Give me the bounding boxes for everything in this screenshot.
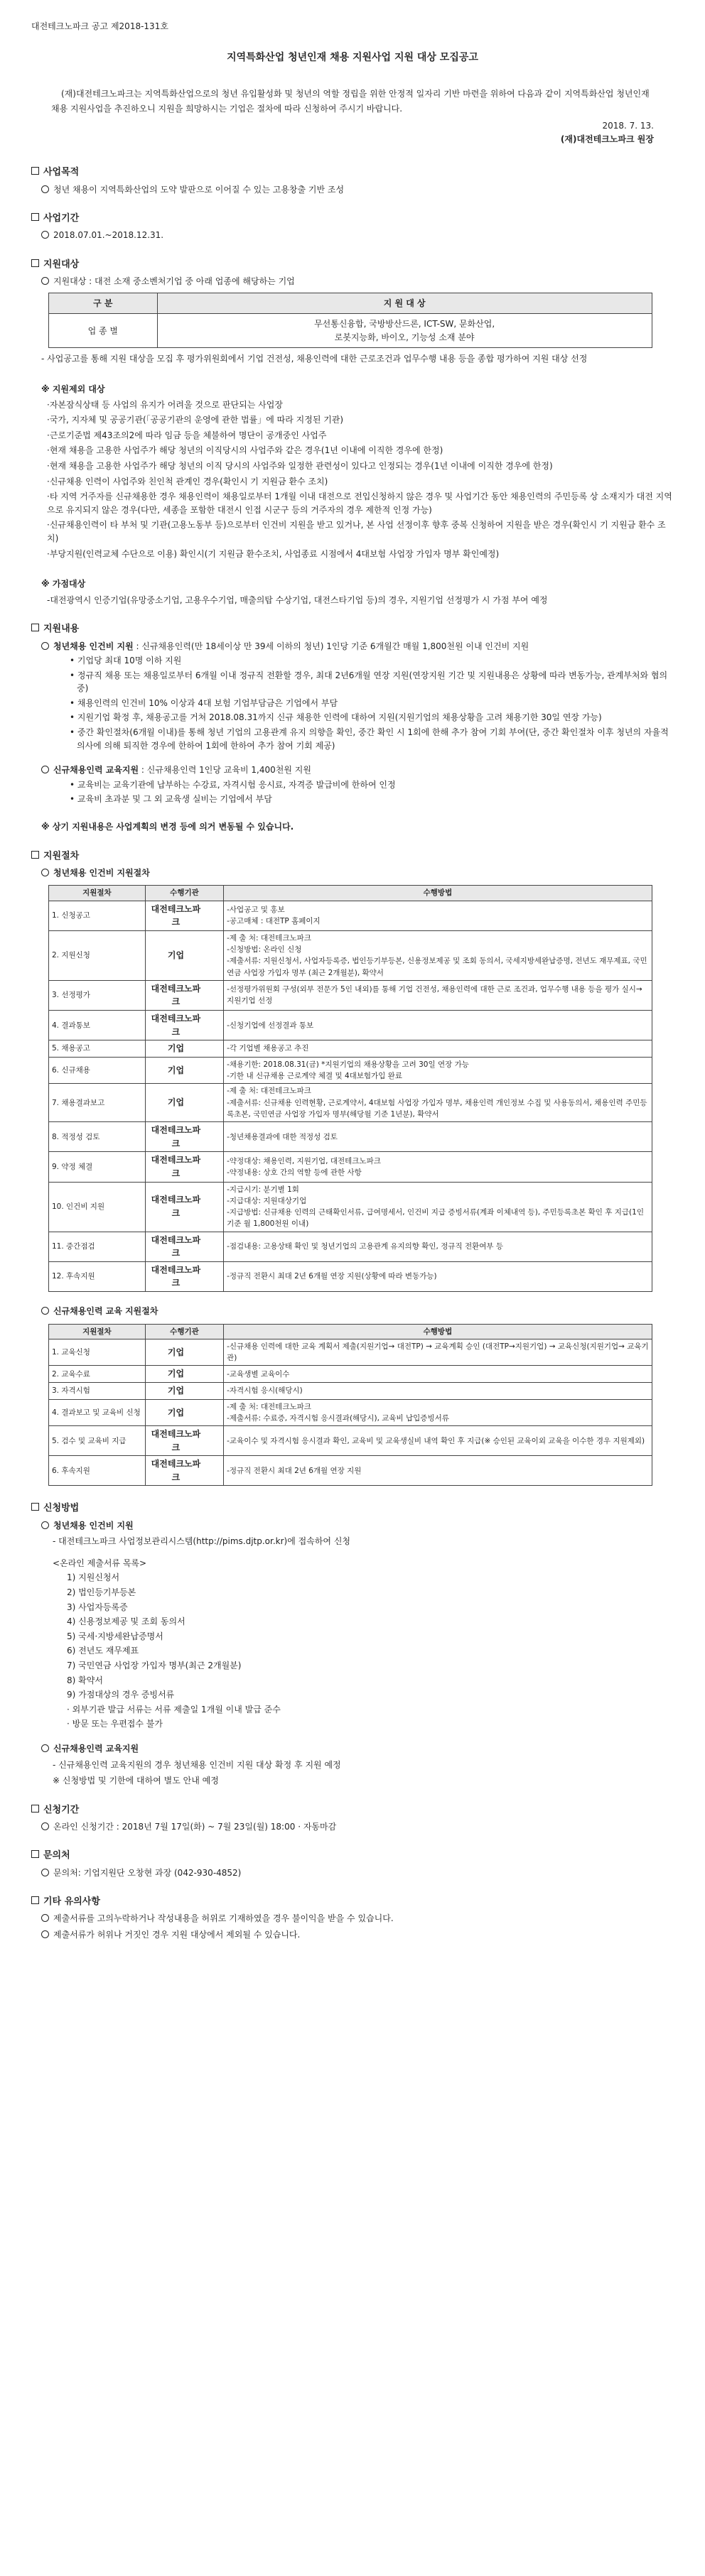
method-cell — [224, 1057, 652, 1084]
circle-icon — [41, 869, 49, 876]
square-icon — [31, 1805, 39, 1813]
list-item: 7) 국민연금 사업장 가입자 명부(최근 2개월분) — [67, 1660, 242, 1670]
list-item: ·부당지원(인력교체 수단으로 이용) 확인시(기 지원금 환수조치, 사업종료 시점에서 4대보험 사업장 가입자 명부 확인예정) — [47, 548, 500, 559]
table-cell: 업 종 별 — [49, 314, 158, 348]
method-line: -제출서류: 수료증, 자격시험 응시결과(해당시), 교육비 납입증빙서류 — [227, 1413, 449, 1423]
square-icon — [31, 851, 39, 859]
table-header: 수행방법 — [224, 1324, 652, 1339]
list-item: ·현재 채용을 고용한 사업주가 해당 청년의 이직 당시의 사업주와 일정한 관련성이 있다고 인정되는 경우(1년 이내에 이직한 경우에 한정) — [47, 461, 553, 472]
section-text: 온라인 신청기간 : 2018년 7월 17일(화) ~ 7월 23일(월) 18:00 · 자동마감 — [53, 1821, 337, 1832]
method-line: -정규직 전환시 최대 2년 6개월 연장 지원(상황에 따라 변동가능) — [227, 1272, 437, 1281]
table-header: 지 원 대 상 — [157, 293, 652, 314]
section-deadline — [31, 1803, 674, 1834]
method-cell — [224, 1152, 652, 1182]
step-cell: 10. 인건비 지원 — [49, 1182, 146, 1232]
list-item: 2) 법인등기부등본 — [67, 1587, 136, 1597]
apply-sub-heading: 청년채용 인건비 지원 — [53, 1520, 134, 1531]
square-icon — [31, 167, 39, 175]
list-item: • 정규직 채용 또는 채용일로부터 6개월 이내 정규직 전환할 경우, 최대 2년6개월 연장 지원(연장지원 기간 및 지원내용은 상황에 따라 변동가능, 관계부처와 협의 중) — [70, 670, 668, 694]
section-contact — [31, 1849, 674, 1879]
bonus-heading: ※ 가점대상 — [41, 579, 86, 589]
target-table — [48, 293, 652, 349]
org-cell: 대전테크노파크 — [145, 1426, 223, 1456]
table-header: 수행방법 — [224, 886, 652, 901]
org-cell: 대전테크노파크 — [145, 1122, 223, 1152]
method-cell — [224, 1182, 652, 1232]
circle-icon — [41, 642, 49, 650]
method-line: -청년채용결과에 대한 적정성 검토 — [227, 1132, 338, 1141]
method-line: -제 출 처: 대전테크노파크 — [227, 933, 311, 942]
section-heading: 사업목적 — [31, 165, 674, 180]
step-cell: 4. 결과보고 및 교육비 신청 — [49, 1399, 146, 1426]
apply-text: - 신규채용인력 교육지원의 경우 청년채용 인건비 지원 대상 확정 후 지원 예정 — [53, 1759, 341, 1770]
table-row — [49, 1261, 652, 1291]
method-line: -약정내용: 상호 간의 역할 등에 관한 사항 — [227, 1168, 362, 1177]
step-cell: 5. 검수 및 교육비 지급 — [49, 1426, 146, 1456]
section-purpose — [31, 165, 674, 196]
exclusion-list — [41, 398, 674, 561]
table-header: 지원절차 — [49, 1324, 146, 1339]
method-cell — [224, 1366, 652, 1383]
support-bullets — [41, 778, 674, 806]
step-cell: 1. 신청공고 — [49, 901, 146, 930]
table-cell: 무선통신융합, 국방방산드론, ICT-SW, 문화산업, 로봇지능화, 바이오, 기능성 소재 분야 — [157, 314, 652, 348]
method-line: -신청방법: 온라인 신청 — [227, 945, 302, 955]
method-cell — [224, 1011, 652, 1040]
org-cell: 기업 — [145, 1366, 223, 1383]
list-item: ·현재 채용을 고용한 사업주가 해당 청년의 이직당시의 사업주와 같은 경우(1년 이내에 이직한 경우에 한정) — [47, 445, 443, 456]
list-item: 4) 신용정보제공 및 조회 동의서 — [67, 1616, 185, 1627]
step-cell: 2. 지원신청 — [49, 930, 146, 980]
support-item-text: : 신규채용인력(만 18세이상 만 39세 이하의 청년) 1인당 기준 6개월간 매월 1,800천원 이내 인건비 지원 — [133, 641, 529, 651]
table-row — [49, 1084, 652, 1122]
circle-icon — [41, 277, 49, 285]
circle-icon — [41, 185, 49, 193]
list-item: 5) 국세·지방세완납증명서 — [67, 1631, 163, 1641]
list-item: ·신규채용인력이 타 부처 및 기관(고용노동부 등)으로부터 인건비 지원을 받고 있거나, 본 사업 선정이후 향후 중복 신청하여 지원을 받은 경우(확인시 기 지원금 환수 조치) — [47, 520, 666, 543]
square-icon — [31, 624, 39, 631]
method-line: -신청기업에 선정결과 통보 — [227, 1021, 314, 1030]
table-row — [49, 1426, 652, 1456]
step-cell: 5. 채용공고 — [49, 1040, 146, 1058]
table-row — [49, 1366, 652, 1383]
list-item: 8) 확약서 — [67, 1675, 103, 1685]
org-cell: 기업 — [145, 1339, 223, 1366]
section-heading: 신청기간 — [31, 1803, 674, 1817]
support-item-head: 신규채용인력 교육지원 — [53, 765, 139, 776]
method-cell — [224, 1339, 652, 1366]
method-cell — [224, 1040, 652, 1058]
method-cell — [224, 1426, 652, 1456]
section-text: 청년 채용이 지역특화산업의 도약 발판으로 이어질 수 있는 고용창출 기반 조성 — [53, 184, 345, 195]
table-row — [49, 1011, 652, 1040]
table-header: 수행기관 — [145, 1324, 223, 1339]
notice-number: 대전테크노파크 공고 제2018-131호 — [31, 21, 168, 31]
intro-paragraph: (재)대전테크노파크는 지역특화산업으로의 청년 유입활성화 및 청년의 역할 정립을 위한 안정적 일자리 기반 마련을 위하여 다음과 같이 지역특화산업 청년인재 채용 지원사업을 추진하오니 지원을 희망하시는 기업은 절차에 따라 신청하여 주시기 바랍니다. — [51, 89, 650, 114]
org-cell: 대전테크노파크 — [145, 1152, 223, 1182]
list-item: • 중간 확인절차(6개월 이내)를 통해 청년 기업의 고용관계 유지 의향을 확인, 중간 확인 시 1회에 한해 추가 참여 기회 부여(단, 중간 확인절차 이후 청년의 자율적 의사에 의해 퇴직한 경우에 한하여 1회에 한하여 추가 참여 기회 제공) — [70, 727, 669, 751]
section-heading: 문의처 — [31, 1849, 674, 1863]
method-line: -지급대상: 지원대상기업 — [227, 1196, 307, 1205]
support-bullets — [41, 654, 674, 752]
section-bonus — [31, 577, 674, 607]
procedure-sub-heading: 신규채용인력 교육 지원절차 — [53, 1305, 158, 1316]
circle-icon — [41, 1307, 49, 1315]
table-row — [49, 980, 652, 1010]
section-heading: 기타 유의사항 — [31, 1895, 674, 1909]
list-item: 6) 전년도 재무제표 — [67, 1646, 139, 1656]
method-cell — [224, 1456, 652, 1486]
procedure-table — [48, 885, 652, 1292]
step-cell: 12. 후속지원 — [49, 1261, 146, 1291]
table-row — [49, 1057, 652, 1084]
table-row — [49, 1399, 652, 1426]
list-item: · 방문 또는 우편접수 불가 — [67, 1719, 163, 1729]
method-line: -지급시기: 분기별 1회 — [227, 1185, 299, 1194]
step-cell: 7. 채용결과보고 — [49, 1084, 146, 1122]
docs-title: <온라인 제출서류 목록> — [53, 1558, 147, 1568]
support-notice: ※ 상기 지원내용은 사업계획의 변경 등에 의거 변동될 수 있습니다. — [41, 822, 294, 832]
education-procedure-table — [48, 1324, 652, 1487]
method-line: -제출서류: 신규채용 인력현황, 근로계약서, 4대보험 사업장 가입자 명부, 채용인력 개인정보 수집 및 사용동의서, 채용인력 주민등록초본, 국민연금 사업장 가입자 명부(해당월 기준 1년분), 확약서 — [227, 1098, 647, 1119]
table-row — [49, 1122, 652, 1152]
exclusion-heading: ※ 지원제외 대상 — [41, 384, 105, 395]
method-line: -교육생별 교육이수 — [227, 1369, 290, 1379]
step-cell: 8. 적정성 검토 — [49, 1122, 146, 1152]
method-cell — [224, 1261, 652, 1291]
list-item: • 지원기업 확정 후, 채용공고를 거쳐 2018.08.31까지 신규 채용한 인력에 대하여 지원(지원기업의 채용상황을 고려 채용기한 30일 연장 가능) — [70, 712, 602, 723]
list-item: ·근로기준법 제43조의2에 따라 임금 등을 체불하여 명단이 공개중인 사업주 — [47, 430, 327, 440]
list-item: 1) 지원신청서 — [67, 1572, 120, 1583]
procedure-sub-heading: 청년채용 인건비 지원절차 — [53, 867, 150, 878]
method-cell — [224, 1382, 652, 1399]
method-line: -자격시험 응시(해당시) — [227, 1386, 303, 1396]
method-line: -정규직 전환시 최대 2년 6개월 연장 지원 — [227, 1466, 362, 1475]
org-cell: 대전테크노파크 — [145, 1456, 223, 1486]
org-cell: 기업 — [145, 1399, 223, 1426]
circle-icon — [41, 1869, 49, 1876]
method-cell — [224, 930, 652, 980]
circle-icon — [41, 231, 49, 239]
list-item: • 기업당 최대 10명 이하 지원 — [70, 656, 182, 666]
method-line: -각 기업별 채용공고 추진 — [227, 1044, 309, 1053]
section-support — [31, 622, 674, 833]
method-line: -지급방법: 신규채용 인력의 근태확인서류, 급여명세서, 인건비 지급 증빙서류(계좌 이체내역 등), 주민등록초본 확인 후 지급(1인 기준 월 1,800천원 이내) — [227, 1208, 644, 1229]
method-line: -약정대상: 채용인력, 지원기업, 대전테크노파크 — [227, 1156, 381, 1165]
table-row — [49, 1152, 652, 1182]
list-item: • 채용인력의 인건비 10% 이상과 4대 보험 기업부담금은 기업에서 부담 — [70, 697, 338, 708]
table-header: 지원절차 — [49, 886, 146, 901]
apply-sub-heading: 신규채용인력 교육지원 — [53, 1743, 139, 1754]
table-row — [49, 1040, 652, 1058]
section-text: 지원대상 : 대전 소재 중소벤처기업 중 아래 업종에 해당하는 기업 — [53, 276, 295, 287]
step-cell: 3. 자격시험 — [49, 1382, 146, 1399]
org-cell: 대전테크노파크 — [145, 980, 223, 1010]
org-cell: 기업 — [145, 1040, 223, 1058]
method-cell — [224, 1399, 652, 1426]
circle-icon — [41, 766, 49, 773]
org-cell: 대전테크노파크 — [145, 1011, 223, 1040]
method-line: -사업공고 및 홍보 — [227, 905, 285, 914]
method-cell — [224, 980, 652, 1010]
step-cell: 9. 약정 체결 — [49, 1152, 146, 1182]
list-item: 3) 사업자등록증 — [67, 1602, 128, 1612]
method-line: -제 출 처: 대전테크노파크 — [227, 1402, 311, 1411]
section-heading: 신청방법 — [31, 1501, 674, 1516]
issuer: (재)대전테크노파크 원장 — [560, 134, 654, 144]
square-icon — [31, 213, 39, 221]
section-exclusion — [31, 383, 674, 560]
table-row — [49, 1382, 652, 1399]
org-cell: 대전테크노파크 — [145, 1261, 223, 1291]
method-line: -채용기한: 2018.08.31(금) *지원기업의 채용상황을 고려 30일 연장 가능 — [227, 1060, 469, 1069]
org-cell: 기업 — [145, 1084, 223, 1122]
method-line: -기한 내 신규채용 근로계약 체결 및 4대보험가입 완료 — [227, 1072, 402, 1081]
section-period — [31, 212, 674, 242]
method-line: -점검내용: 고용상태 확인 및 청년기업의 고용관계 유지의향 확인, 정규직 전환여부 등 — [227, 1242, 504, 1251]
step-cell: 6. 후속지원 — [49, 1456, 146, 1486]
list-item: ·자본잠식상태 등 사업의 유지가 어려울 것으로 판단되는 사업장 — [47, 399, 283, 410]
circle-icon — [41, 1930, 49, 1938]
support-item-text: : 신규채용인력 1인당 교육비 1,400천원 지원 — [139, 765, 311, 776]
org-cell: 기업 — [145, 930, 223, 980]
square-icon — [31, 1850, 39, 1858]
apply-text: - 대전테크노파크 사업정보관리시스템(http://pims.djtp.or.kr)에 접속하여 신청 — [53, 1536, 350, 1547]
section-text: 제출서류가 허위나 거짓인 경우 지원 대상에서 제외될 수 있습니다. — [53, 1929, 301, 1940]
method-cell — [224, 1084, 652, 1122]
step-cell: 2. 교육수료 — [49, 1366, 146, 1383]
section-procedure — [31, 849, 674, 1487]
org-cell: 대전테크노파크 — [145, 901, 223, 930]
section-misc — [31, 1895, 674, 1941]
bonus-text: -대전광역시 인증기업(유망중소기업, 고용우수기업, 매출의탑 수상기업, 대전스타기업 등)의 경우, 지원기업 선정평가 시 가점 부여 예정 — [47, 594, 548, 605]
circle-icon — [41, 1914, 49, 1922]
list-item: · 외부기관 발급 서류는 서류 제출일 1개월 이내 발급 준수 — [67, 1704, 281, 1714]
method-cell — [224, 901, 652, 930]
section-heading: 지원대상 — [31, 258, 674, 272]
list-item: 9) 가점대상의 경우 증빙서류 — [67, 1690, 175, 1700]
docs-list — [31, 1571, 674, 1731]
section-text: 2018.07.01.~2018.12.31. — [53, 230, 164, 241]
section-heading: 지원내용 — [31, 622, 674, 636]
step-cell: 6. 신규채용 — [49, 1057, 146, 1084]
section-text: 문의처: 기업지원단 오창현 과장 (042-930-4852) — [53, 1867, 242, 1878]
list-item: • 교육비 초과분 및 그 외 교육생 실비는 기업에서 부담 — [70, 794, 272, 805]
org-cell: 대전테크노파크 — [145, 1182, 223, 1232]
method-line: -공고매체 : 대전TP 홈페이지 — [227, 917, 321, 926]
circle-icon — [41, 1521, 49, 1529]
target-note: - 사업공고를 통해 지원 대상을 모집 후 평가위원회에서 기업 건전성, 채용인력에 대한 근로조건과 업무수행 내용 등을 종합 평가하여 지원 대상 선정 — [41, 354, 588, 364]
table-row — [49, 1182, 652, 1232]
circle-icon — [41, 1822, 49, 1830]
table-row — [49, 1232, 652, 1261]
method-line: -제출서류: 지원신청서, 사업자등록증, 법인등기부등본, 신용정보제공 및 조회 동의서, 국세지방세완납증명, 전년도 재무제표, 국민연금 사업장 가입자 명부 (최근 2개월분), 확약서 — [227, 957, 647, 977]
org-cell: 기업 — [145, 1382, 223, 1399]
section-text: 제출서류를 고의누락하거나 작성내용을 허위로 기재하였을 경우 불이익을 받을 수 있습니다. — [53, 1913, 394, 1924]
step-cell: 11. 중간점검 — [49, 1232, 146, 1261]
list-item: ·신규채용 인력이 사업주와 친인척 관계인 경우(확인시 기 지원금 환수 조치) — [47, 476, 328, 487]
section-target — [31, 258, 674, 366]
square-icon — [31, 259, 39, 267]
section-apply — [31, 1501, 674, 1787]
table-header: 구 분 — [49, 293, 158, 314]
support-item-head: 청년채용 인건비 지원 — [53, 641, 134, 651]
table-row — [49, 1339, 652, 1366]
org-cell: 기업 — [145, 1057, 223, 1084]
table-row — [49, 901, 652, 930]
section-heading: 지원절차 — [31, 849, 674, 864]
method-cell — [224, 1122, 652, 1152]
list-item: ·국가, 지자체 및 공공기관(「공공기관의 운영에 관한 법률」에 따라 지정된 기관) — [47, 415, 344, 425]
step-cell: 4. 결과통보 — [49, 1011, 146, 1040]
notice-date: 2018. 7. 13. — [602, 121, 654, 131]
list-item: ·타 지역 거주자를 신규채용한 경우 채용인력이 채용일로부터 1개월 이내 대전으로 전입신청하지 않은 경우 및 사업기간 동안 채용인력의 주민등록 상 소재지가 대전 지역으로 유지되지 않은 경우(다만, 세종을 포함한 대전시 인접 시군구 등의 거주자의 경우 제한적 인정 가능) — [47, 491, 672, 515]
page-title: 지역특화산업 청년인재 채용 지원사업 지원 대상 모집공고 — [227, 51, 478, 63]
table-row — [49, 930, 652, 980]
square-icon — [31, 1503, 39, 1511]
org-cell: 대전테크노파크 — [145, 1232, 223, 1261]
method-cell — [224, 1232, 652, 1261]
square-icon — [31, 1896, 39, 1904]
method-line: -선정평가위원회 구성(외부 전문가 5인 내외)를 통해 기업 건전성, 채용인력에 대한 근로 조건과, 업무수행 내용 등을 평가 실시→지원기업 선정 — [227, 985, 642, 1006]
method-line: -신규채용 인력에 대한 교육 계획서 제출(지원기업→ 대전TP) → 교육계획 승인 (대전TP→지원기업) → 교육신청(지원기업→ 교육기관) — [227, 1342, 649, 1363]
table-row — [49, 1456, 652, 1486]
step-cell: 1. 교육신청 — [49, 1339, 146, 1366]
step-cell: 3. 선정평가 — [49, 980, 146, 1010]
list-item: • 교육비는 교육기관에 납부하는 수강료, 자격시험 응시료, 자격증 발급비에 한하여 인정 — [70, 779, 396, 790]
method-line: -제 출 처: 대전테크노파크 — [227, 1087, 311, 1096]
method-line: -교육이수 및 자격시험 응시결과 확인, 교육비 및 교육생실비 내역 확인 후 지급(※ 승인된 교육이외 교육을 이수한 경우 지원제외) — [227, 1436, 645, 1445]
circle-icon — [41, 1744, 49, 1752]
table-header: 수행기관 — [145, 886, 223, 901]
section-heading: 사업기간 — [31, 212, 674, 226]
apply-note: ※ 신청방법 및 기한에 대하여 별도 안내 예정 — [53, 1776, 219, 1786]
